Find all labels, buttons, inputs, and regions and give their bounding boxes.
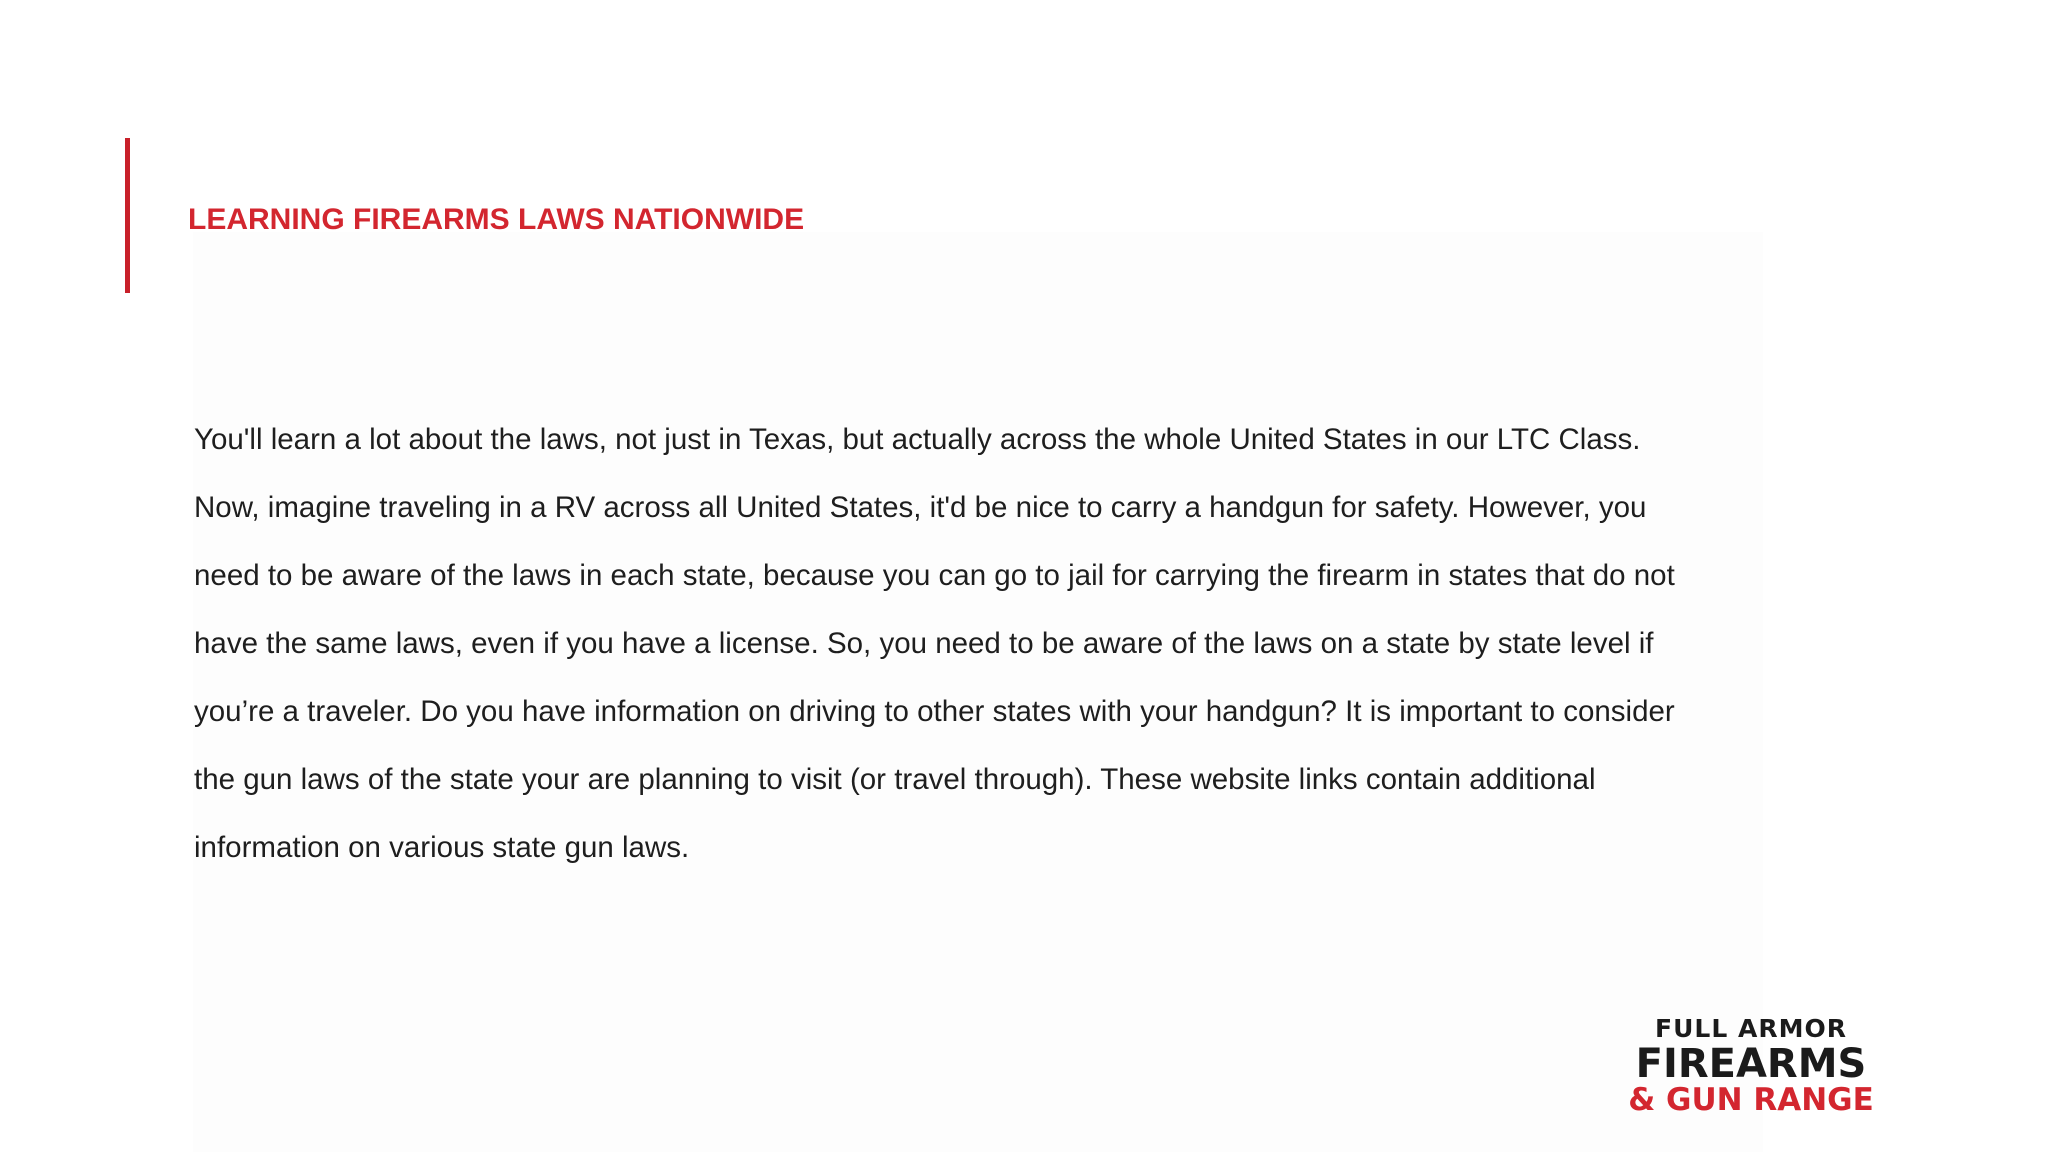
logo-line-gun-range: & GUN RANGE	[1628, 1082, 1874, 1118]
body-paragraph	[194, 389, 1794, 865]
body-line: Now, imagine traveling in a RV across all United States, it'd be nice to carry a handgun for safety. However, you	[194, 491, 1647, 524]
company-logo	[1594, 1016, 1908, 1116]
body-line: information on various state gun laws.	[194, 831, 690, 864]
body-line: need to be aware of the laws in each state, because you can go to jail for carrying the firearm in states that do not	[194, 559, 1675, 592]
body-line: have the same laws, even if you have a license. So, you need to be aware of the laws on a state by state level if	[194, 627, 1654, 660]
body-line: You'll learn a lot about the laws, not just in Texas, but actually across the whole United States in our LTC Class.	[194, 423, 1641, 456]
slide-title: LEARNING FIREARMS LAWS NATIONWIDE	[188, 203, 805, 236]
body-line: the gun laws of the state your are planning to visit (or travel through). These website links contain additional	[194, 763, 1596, 796]
logo-line-full-armor: FULL ARMOR	[1655, 1014, 1847, 1043]
logo-line-firearms: FIREARMS	[1635, 1041, 1867, 1087]
title-accent-bar	[125, 138, 130, 293]
body-line: you’re a traveler. Do you have information on driving to other states with your handgun? It is important to consider	[194, 695, 1675, 728]
